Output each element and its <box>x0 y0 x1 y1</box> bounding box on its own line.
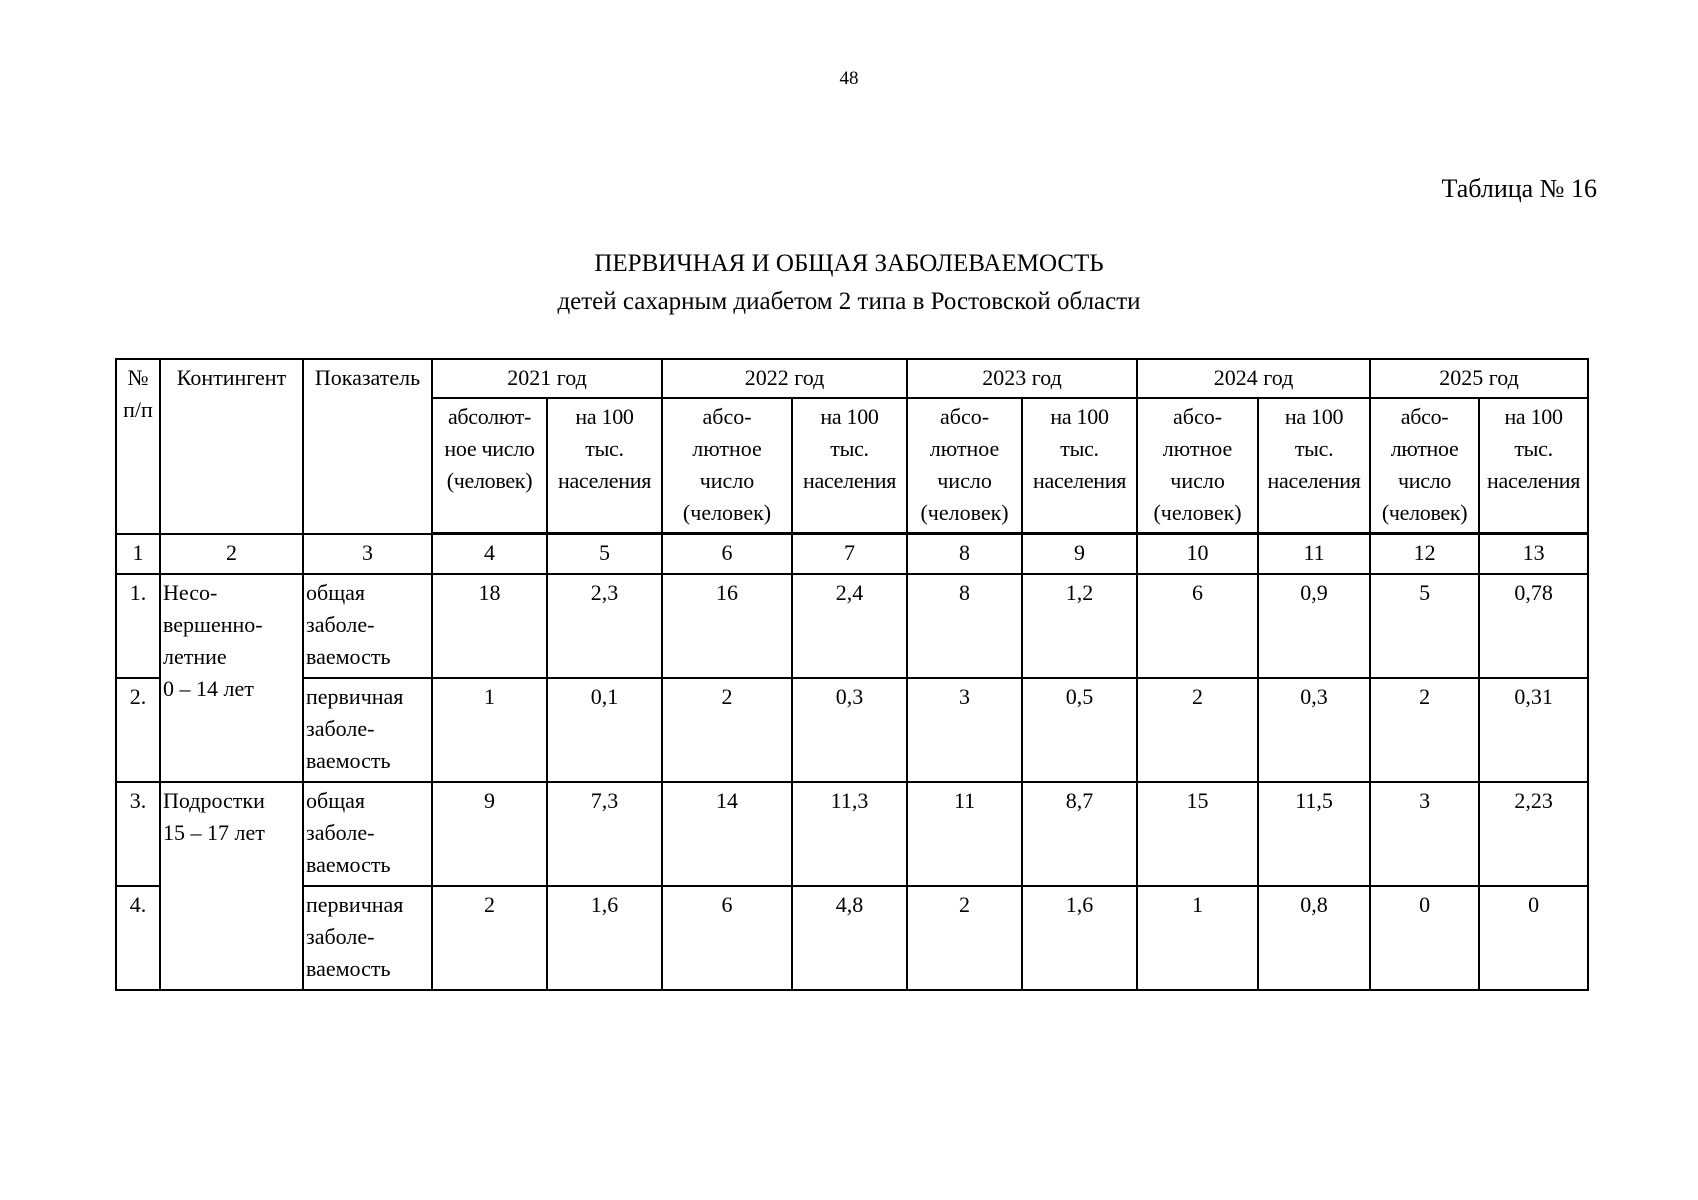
value-cell: 2 <box>907 886 1022 990</box>
table-row <box>116 886 1588 990</box>
incidence-table <box>115 358 1589 991</box>
value-cell: 2 <box>1370 678 1479 782</box>
indicator-cell: общая заболе- ваемость <box>303 782 432 886</box>
indicator-cell: первичная заболе- ваемость <box>303 678 432 782</box>
header-per100k-2023: на 100 тыс. населения <box>1022 398 1137 534</box>
column-number-row <box>116 534 1588 575</box>
value-cell: 0,5 <box>1022 678 1137 782</box>
header-per100k-2022: на 100 тыс. населения <box>792 398 907 534</box>
header-absolute-2023: абсо- лютное число (человек) <box>907 398 1022 534</box>
header-per100k-2021: на 100 тыс. населения <box>547 398 662 534</box>
table-row <box>116 678 1588 782</box>
value-cell: 7,3 <box>547 782 662 886</box>
value-cell: 3 <box>1370 782 1479 886</box>
value-cell: 14 <box>662 782 792 886</box>
column-number: 2 <box>160 534 303 575</box>
value-cell: 1 <box>1137 886 1258 990</box>
value-cell: 6 <box>1137 574 1258 678</box>
value-cell: 0,3 <box>1258 678 1370 782</box>
value-cell: 1 <box>432 678 547 782</box>
header-year-2022: 2022 год <box>662 359 907 398</box>
contingent-cell: Несо- вершенно- летние 0 – 14 лет <box>160 574 303 782</box>
header-year-2021: 2021 год <box>432 359 662 398</box>
column-number: 9 <box>1022 534 1137 575</box>
value-cell: 8 <box>907 574 1022 678</box>
value-cell: 0,3 <box>792 678 907 782</box>
table-row <box>116 782 1588 886</box>
value-cell: 0,78 <box>1479 574 1588 678</box>
value-cell: 2 <box>662 678 792 782</box>
header-per100k-2025: на 100 тыс. населения <box>1479 398 1588 534</box>
value-cell: 0 <box>1479 886 1588 990</box>
header-year-2025: 2025 год <box>1370 359 1588 398</box>
value-cell: 1,6 <box>1022 886 1137 990</box>
row-number: 2. <box>116 678 160 782</box>
contingent-cell: Подростки 15 – 17 лет <box>160 782 303 990</box>
value-cell: 5 <box>1370 574 1479 678</box>
header-row-years <box>116 359 1588 398</box>
header-year-2023: 2023 год <box>907 359 1137 398</box>
value-cell: 0,9 <box>1258 574 1370 678</box>
value-cell: 2,4 <box>792 574 907 678</box>
column-number: 6 <box>662 534 792 575</box>
value-cell: 18 <box>432 574 547 678</box>
header-contingent: Контингент <box>160 359 303 534</box>
value-cell: 0,1 <box>547 678 662 782</box>
value-cell: 2 <box>1137 678 1258 782</box>
value-cell: 0 <box>1370 886 1479 990</box>
value-cell: 11 <box>907 782 1022 886</box>
column-number: 5 <box>547 534 662 575</box>
header-absolute-2021: абсолют- ное число (человек) <box>432 398 547 534</box>
header-absolute-2025: абсо- лютное число (человек) <box>1370 398 1479 534</box>
value-cell: 16 <box>662 574 792 678</box>
header-year-2024: 2024 год <box>1137 359 1370 398</box>
header-indicator: Показатель <box>303 359 432 534</box>
value-cell: 11,3 <box>792 782 907 886</box>
column-number: 13 <box>1479 534 1588 575</box>
column-number: 8 <box>907 534 1022 575</box>
column-number: 10 <box>1137 534 1258 575</box>
column-number: 7 <box>792 534 907 575</box>
row-number: 4. <box>116 886 160 990</box>
page-number: 48 <box>839 68 859 89</box>
value-cell: 15 <box>1137 782 1258 886</box>
column-number: 3 <box>303 534 432 575</box>
header-absolute-2022: абсо- лютное число (человек) <box>662 398 792 534</box>
value-cell: 9 <box>432 782 547 886</box>
value-cell: 1,6 <box>547 886 662 990</box>
value-cell: 6 <box>662 886 792 990</box>
table-label: Таблица № 16 <box>1441 174 1597 203</box>
row-number: 1. <box>116 574 160 678</box>
indicator-cell: общая заболе- ваемость <box>303 574 432 678</box>
document-title: ПЕРВИЧНАЯ И ОБЩАЯ ЗАБОЛЕВАЕМОСТЬ <box>594 250 1104 277</box>
column-number: 11 <box>1258 534 1370 575</box>
value-cell: 2 <box>432 886 547 990</box>
table-row <box>116 574 1588 678</box>
value-cell: 3 <box>907 678 1022 782</box>
header-absolute-2024: абсо- лютное число (человек) <box>1137 398 1258 534</box>
value-cell: 4,8 <box>792 886 907 990</box>
value-cell: 8,7 <box>1022 782 1137 886</box>
value-cell: 0,8 <box>1258 886 1370 990</box>
column-number: 12 <box>1370 534 1479 575</box>
row-number: 3. <box>116 782 160 886</box>
value-cell: 0,31 <box>1479 678 1588 782</box>
value-cell: 2,3 <box>547 574 662 678</box>
document-subtitle: детей сахарным диабетом 2 типа в Ростовской области <box>557 288 1141 315</box>
header-per100k-2024: на 100 тыс. населения <box>1258 398 1370 534</box>
value-cell: 1,2 <box>1022 574 1137 678</box>
column-number: 4 <box>432 534 547 575</box>
value-cell: 2,23 <box>1479 782 1588 886</box>
header-num: № п/п <box>116 359 160 534</box>
column-number: 1 <box>116 534 160 575</box>
value-cell: 11,5 <box>1258 782 1370 886</box>
indicator-cell: первичная заболе- ваемость <box>303 886 432 990</box>
